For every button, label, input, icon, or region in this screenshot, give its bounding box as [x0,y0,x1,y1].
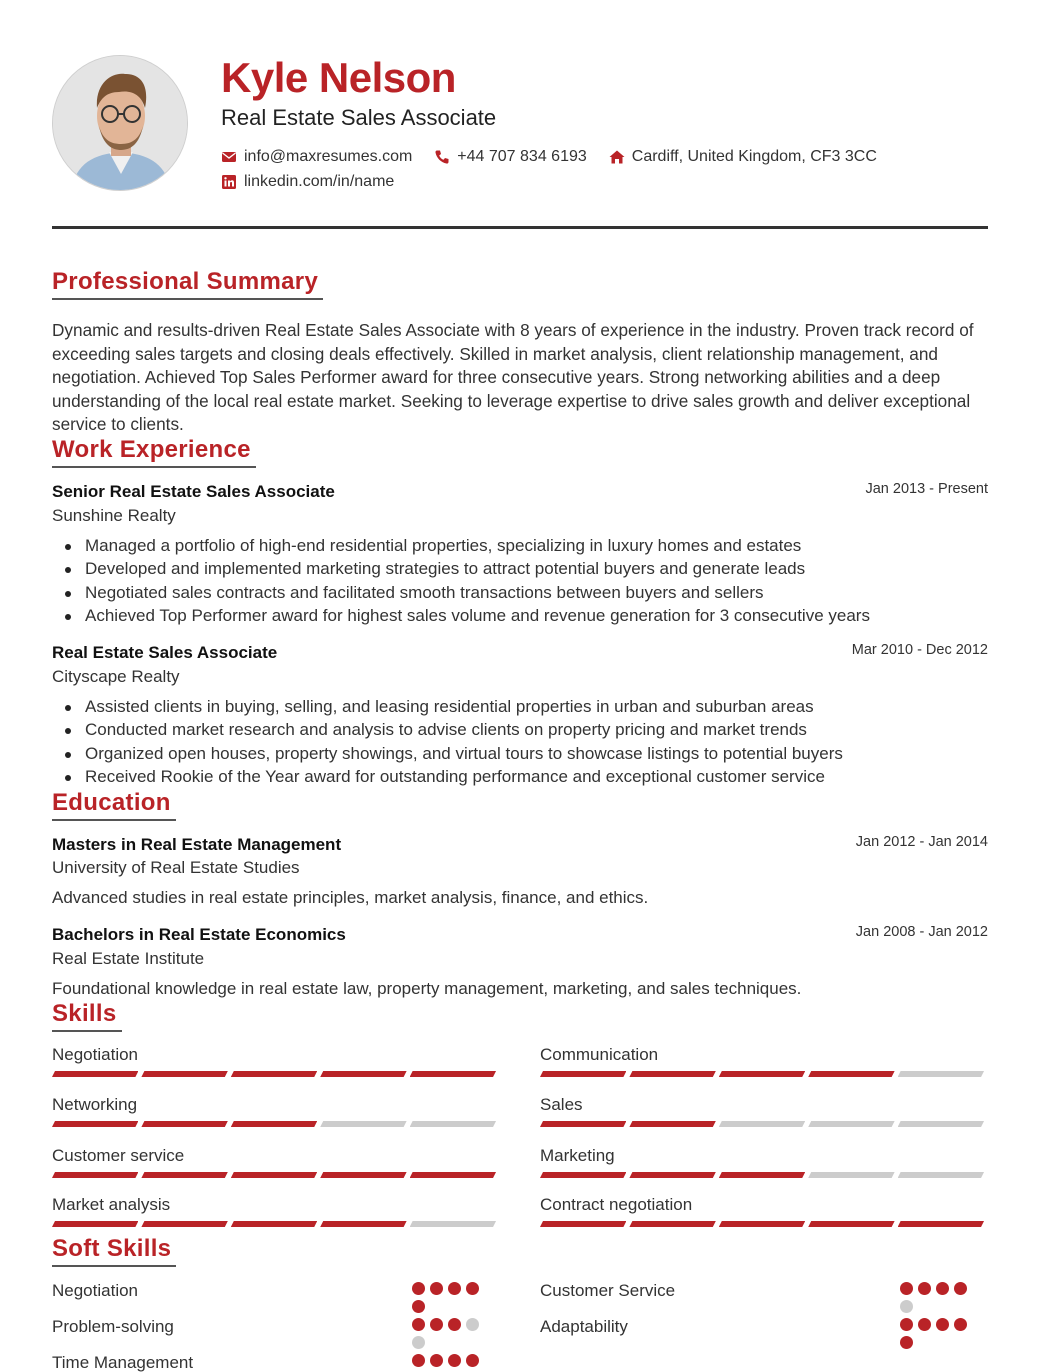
phone-icon [434,149,450,165]
email-contact[interactable] [221,148,412,166]
rating-dot-filled [954,1318,967,1331]
rating-dot-filled [936,1318,949,1331]
skill-segment-empty [719,1121,805,1127]
skill-segment-filled [540,1172,626,1178]
skill-item [52,1094,499,1144]
job-bullets [60,534,980,627]
soft-skill-name: Adaptability [540,1317,628,1336]
soft-skill-item [540,1280,987,1310]
skill-segment-filled [231,1121,317,1127]
rating-dot-filled [448,1318,461,1331]
soft-skill-item [52,1280,499,1310]
skill-segment-filled [52,1172,138,1178]
bullet-item: Conducted market research and analysis to advise clients on property pricing and market trends [60,718,980,741]
skill-segment-filled [629,1221,715,1227]
skill-segment-filled [410,1071,496,1077]
degree-title: Masters in Real Estate Management [52,835,342,854]
bullet-item: Managed a portfolio of high-end residential properties, specializing in luxury homes and estates [60,534,980,557]
rating-dot-filled [954,1282,967,1295]
rating-dot-empty [412,1336,425,1349]
bullet-item: Assisted clients in buying, selling, and leasing residential properties in urban and suburban areas [60,695,980,718]
soft-skill-rating [412,1354,492,1372]
rating-dot-filled [900,1336,913,1349]
skill-segment-filled [52,1221,138,1227]
bullet-item: Negotiated sales contracts and facilitated smooth transactions between buyers and sellers [60,581,980,604]
school-name: Real Estate Institute [52,949,205,968]
skill-level-bar [540,1172,987,1178]
skill-item [52,1145,499,1195]
rating-dot-filled [412,1282,425,1295]
skill-segment-filled [52,1071,138,1077]
education-description: Foundational knowledge in real estate law, property management, marketing, and sales techniques. [52,979,802,998]
degree-title: Bachelors in Real Estate Economics [52,925,346,944]
soft-skill-name: Time Management [52,1353,194,1372]
skill-segment-filled [719,1172,805,1178]
skill-segment-empty [898,1071,984,1077]
contact-info [221,145,899,195]
skill-item [540,1145,987,1195]
skill-segment-filled [719,1221,805,1227]
skill-segment-filled [719,1071,805,1077]
rating-dot-filled [466,1282,479,1295]
skill-segment-filled [629,1172,715,1178]
skill-segment-empty [898,1172,984,1178]
rating-dot-filled [430,1282,443,1295]
skill-segment-empty [410,1221,496,1227]
bullet-item: Achieved Top Performer award for highest sales volume and revenue generation for 3 consecutive years [60,604,980,627]
job-bullets [60,695,980,788]
soft-skill-name: Negotiation [52,1281,139,1300]
skill-segment-filled [141,1221,227,1227]
skill-segment-filled [540,1221,626,1227]
skill-level-bar [540,1071,987,1077]
rating-dot-filled [936,1282,949,1295]
resume-header [52,55,988,195]
skill-name: Networking [52,1095,138,1114]
bullet-item: Received Rookie of the Year award for outstanding performance and exceptional customer service [60,765,980,788]
rating-dot-filled [412,1354,425,1367]
phone-text: +44 707 834 6193 [457,148,587,165]
skill-level-bar [52,1121,499,1127]
education-dates: Jan 2012 - Jan 2014 [855,834,988,850]
header-divider [52,226,988,229]
education-dates: Jan 2008 - Jan 2012 [855,924,988,940]
bullet-item: Organized open houses, property showings, and virtual tours to showcase listings to potential buyers [60,742,980,765]
job-dates: Jan 2013 - Present [865,481,988,497]
skill-segment-filled [52,1121,138,1127]
soft-skills-heading: Soft Skills [52,1235,176,1267]
education-heading: Education [52,789,176,821]
job-company: Sunshine Realty [52,506,176,525]
skills-heading: Skills [52,1000,122,1032]
skill-segment-filled [540,1071,626,1077]
skill-segment-filled [320,1172,406,1178]
rating-dot-filled [918,1318,931,1331]
soft-skill-item [540,1316,987,1346]
skill-level-bar [540,1121,987,1127]
phone-contact[interactable] [434,148,586,166]
email-text: info@maxresumes.com [244,148,413,165]
rating-dot-filled [430,1318,443,1331]
skill-segment-filled [231,1172,317,1178]
skill-segment-filled [141,1121,227,1127]
soft-skill-rating [900,1282,980,1318]
soft-skill-item [52,1352,499,1372]
skill-name: Customer service [52,1146,185,1165]
job-title: Real Estate Sales Associate [52,643,278,662]
soft-skill-rating [412,1282,492,1318]
job-company: Cityscape Realty [52,667,180,686]
rating-dot-empty [900,1300,913,1313]
skill-segment-empty [320,1121,406,1127]
education-description: Advanced studies in real estate principles, market analysis, finance, and ethics. [52,888,649,907]
soft-skill-rating [412,1318,492,1354]
skill-segment-filled [141,1172,227,1178]
skill-segment-filled [141,1071,227,1077]
skill-name: Marketing [540,1146,615,1165]
soft-skill-name: Problem-solving [52,1317,174,1336]
person-icon [53,56,188,191]
home-icon [609,149,625,165]
rating-dot-filled [918,1282,931,1295]
job-title: Senior Real Estate Sales Associate [52,482,335,501]
summary-heading: Professional Summary [52,268,323,300]
rating-dot-filled [900,1282,913,1295]
skill-segment-filled [231,1221,317,1227]
rating-dot-filled [900,1318,913,1331]
skill-item [540,1094,987,1144]
skill-name: Market analysis [52,1195,171,1214]
soft-skill-item [52,1316,499,1346]
bullet-item: Developed and implemented marketing strategies to attract potential buyers and generate leads [60,557,980,580]
skill-segment-empty [808,1121,894,1127]
profile-photo [52,55,188,191]
skill-segment-filled [629,1071,715,1077]
skill-item [52,1044,499,1094]
candidate-title: Real Estate Sales Associate [221,105,497,130]
skill-item [540,1044,987,1094]
job-dates: Mar 2010 - Dec 2012 [851,642,988,658]
rating-dot-filled [448,1282,461,1295]
skill-name: Communication [540,1045,659,1064]
rating-dot-empty [466,1318,479,1331]
soft-skill-name: Customer Service [540,1281,676,1300]
skill-segment-filled [808,1221,894,1227]
skill-segment-filled [231,1071,317,1077]
skill-segment-filled [540,1121,626,1127]
skill-segment-filled [320,1221,406,1227]
skill-name: Negotiation [52,1045,139,1064]
skill-segment-filled [808,1071,894,1077]
skill-segment-filled [898,1221,984,1227]
linkedin-text: linkedin.com/in/name [244,173,395,190]
summary-text: Dynamic and results-driven Real Estate Sales Associate with 8 years of experience in the industry. Proven track record of exceeding sales targets and closing deals effectively. Skilled in market analysis, client relationship management, and negotiation. Achieved Top Sales Performer award for three consecutive years. Strong networking abilities and a deep understanding of the local real estate market. Seeking to leverage expertise to drive sales growth and deliver exceptional service to clients. [52,320,974,434]
location-contact [609,148,877,166]
rating-dot-filled [412,1300,425,1313]
school-name: University of Real Estate Studies [52,858,300,877]
linkedin-contact[interactable] [221,173,394,191]
skill-segment-filled [410,1172,496,1178]
skill-segment-empty [898,1121,984,1127]
skill-segment-filled [320,1071,406,1077]
rating-dot-filled [448,1354,461,1367]
envelope-icon [221,149,237,165]
candidate-name: Kyle Nelson [221,54,456,101]
rating-dot-filled [466,1354,479,1367]
linkedin-icon [221,174,237,190]
skill-name: Sales [540,1095,583,1114]
rating-dot-filled [412,1318,425,1331]
location-text: Cardiff, United Kingdom, CF3 3CC [631,148,877,165]
skill-level-bar [52,1172,499,1178]
skill-item [540,1194,987,1244]
skill-level-bar [52,1071,499,1077]
skill-level-bar [540,1221,987,1227]
experience-heading: Work Experience [52,436,256,468]
skill-segment-filled [629,1121,715,1127]
skill-segment-empty [808,1172,894,1178]
skill-name: Contract negotiation [540,1195,693,1214]
rating-dot-filled [430,1354,443,1367]
skill-segment-empty [410,1121,496,1127]
soft-skill-rating [900,1318,980,1354]
skill-level-bar [52,1221,499,1227]
